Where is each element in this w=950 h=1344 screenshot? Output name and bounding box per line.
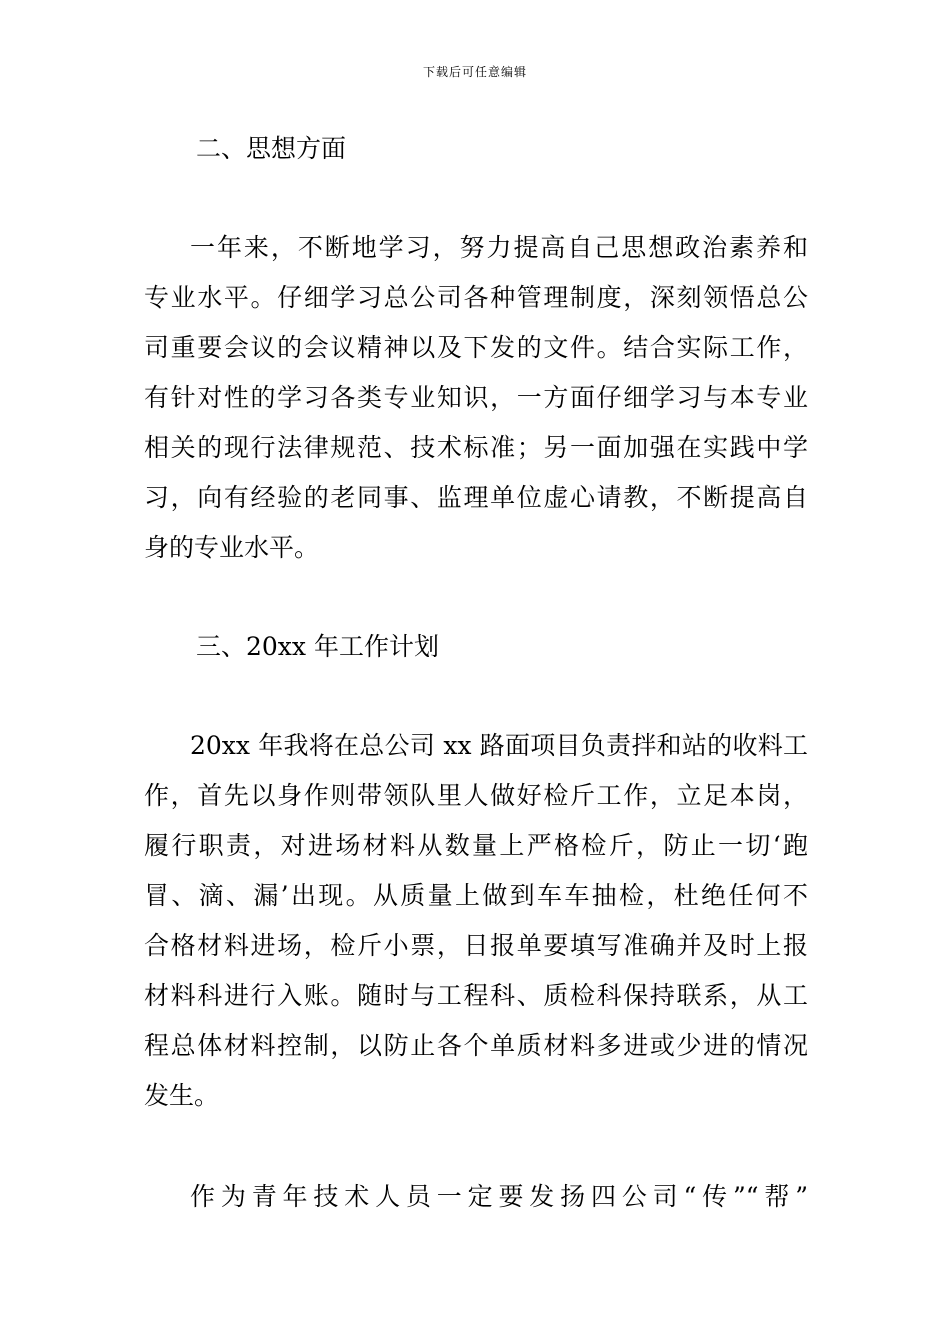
paragraph-ideology <box>144 223 808 573</box>
paragraph-line: 相关的现行法律规范、技术标准；另一面加强在实践中学 <box>144 433 808 462</box>
paragraph-work-plan <box>144 721 808 1121</box>
paragraph-line: 一年来，不断地学习，努力提高自己思想政治素养和 <box>190 233 808 262</box>
section-heading-work-plan: 三、20xx 年工作计划 <box>196 632 439 661</box>
paragraph-line: 合格材料进场，检斤小票，日报单要填写准确并及时上报 <box>144 931 808 960</box>
paragraph-closing <box>144 1172 808 1222</box>
paragraph-line: 作为青年技术人员一定要发扬四公司“传”“帮” <box>190 1182 808 1211</box>
paragraph-line: 司重要会议的会议精神以及下发的文件。结合实际工作， <box>144 333 808 362</box>
paragraph-line: 履行职责，对进场材料从数量上严格检斤，防止一切‘跑 <box>144 831 808 860</box>
page-header: 下载后可任意编辑 <box>422 65 527 79</box>
paragraph-line: 身的专业水平。 <box>144 533 320 562</box>
paragraph-line: 材料科进行入账。随时与工程科、质检科保持联系，从工 <box>144 981 808 1010</box>
paragraph-line: 习，向有经验的老同事、监理单位虚心请教，不断提高自 <box>144 483 808 512</box>
paragraph-line: 冒、滴、漏’出现。从质量上做到车车抽检，杜绝任何不 <box>144 881 808 910</box>
paragraph-line: 发生。 <box>144 1081 220 1110</box>
paragraph-line: 20xx 年我将在总公司 xx 路面项目负责拌和站的收料工 <box>190 731 808 760</box>
paragraph-line: 作，首先以身作则带领队里人做好检斤工作，立足本岗， <box>144 781 808 810</box>
paragraph-line: 有针对性的学习各类专业知识，一方面仔细学习与本专业 <box>144 383 808 412</box>
section-heading-ideology: 二、思想方面 <box>196 134 347 163</box>
paragraph-line: 程总体材料控制，以防止各个单质材料多进或少进的情况 <box>144 1031 808 1060</box>
paragraph-line: 专业水平。仔细学习总公司各种管理制度，深刻领悟总公 <box>144 283 808 312</box>
